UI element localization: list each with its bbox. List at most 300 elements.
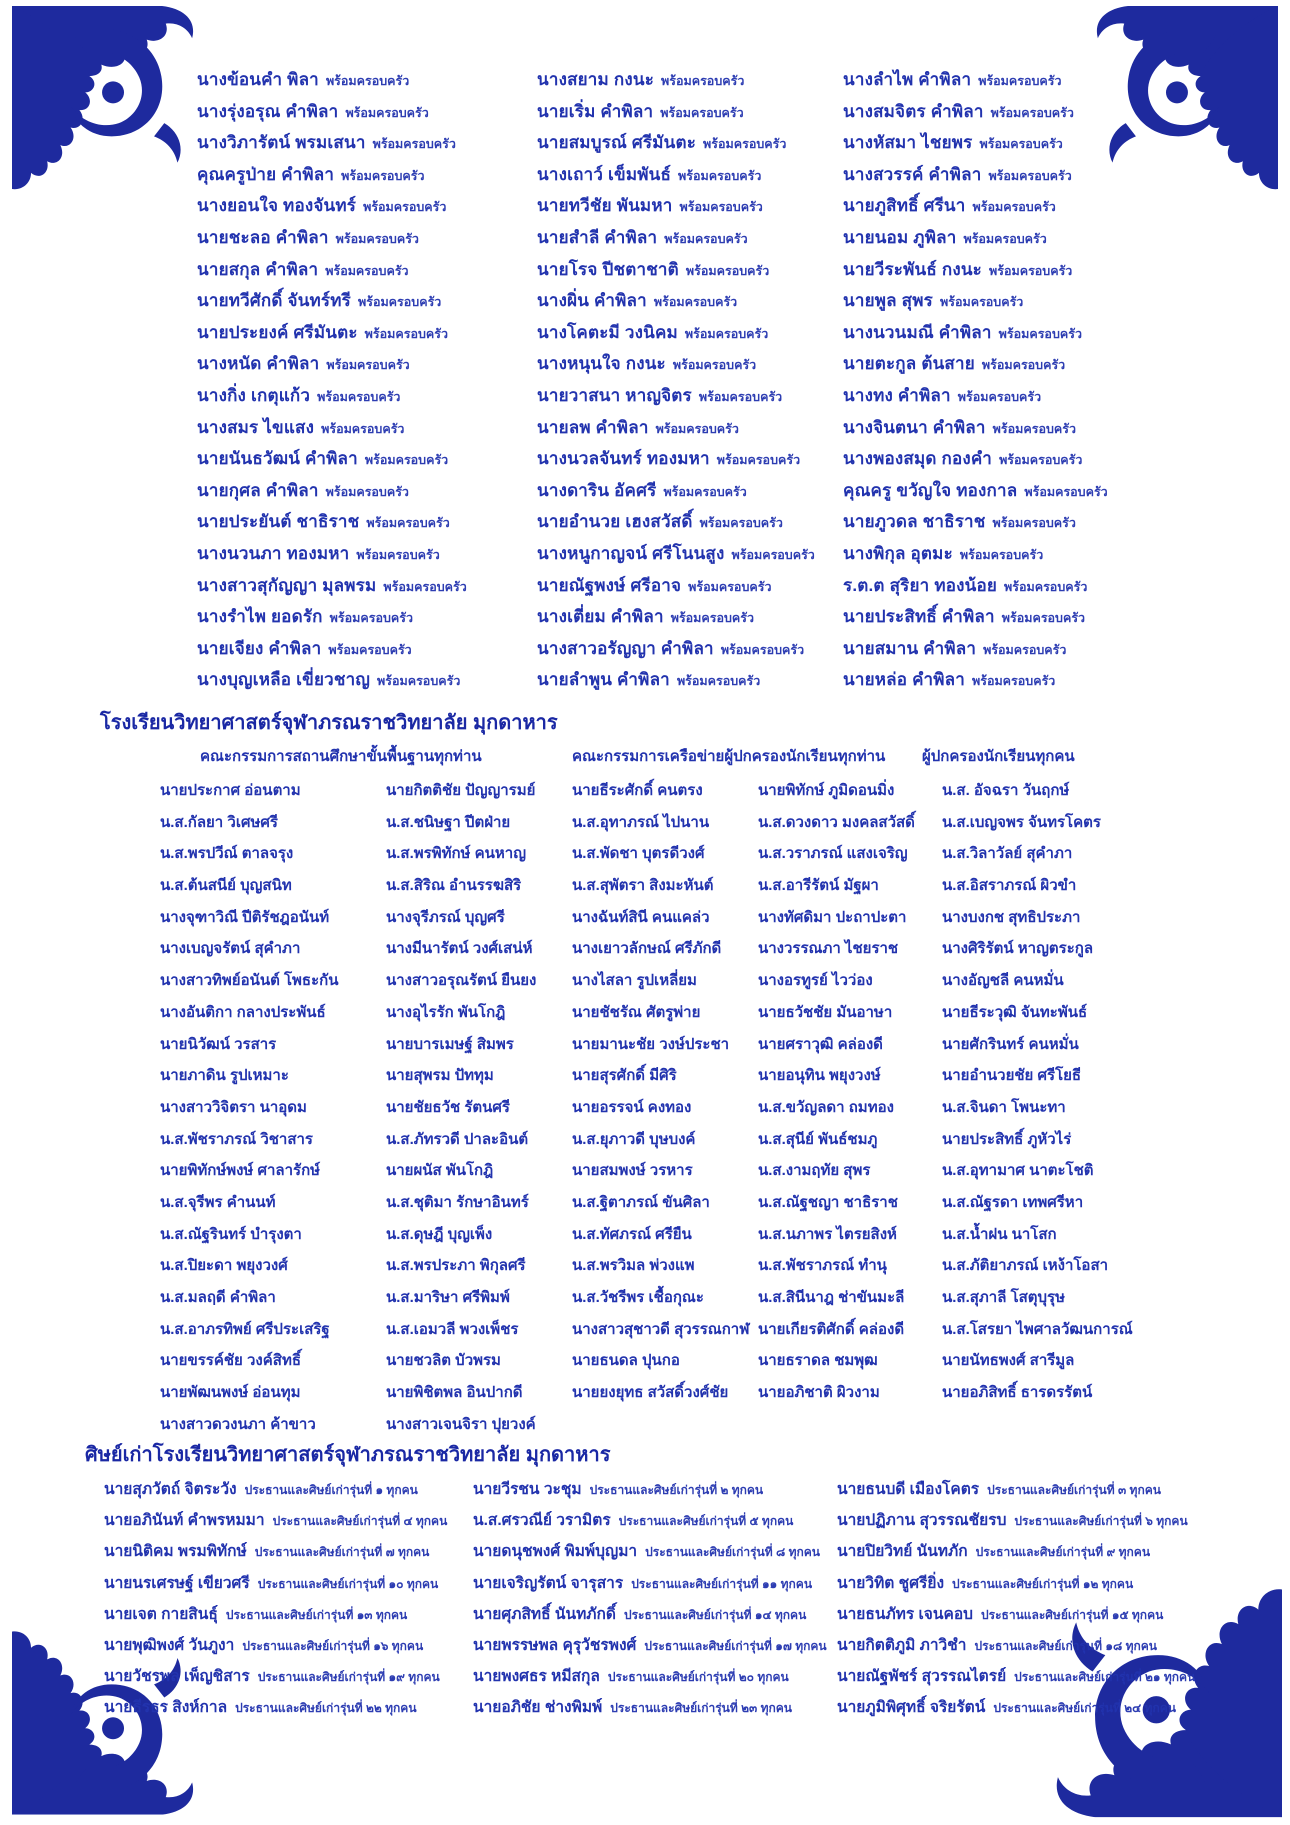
person-name: คุณครูป่าย คำพิลา [197, 164, 335, 184]
person-name: นายสุพรม ปัททุม [386, 1067, 494, 1085]
person-name: นายสกุล คำพิลา [197, 259, 319, 279]
person-name: นายธีระวุฒิ จันทะพันธ์ [942, 1003, 1088, 1021]
family-entry [843, 224, 1108, 256]
person-name: น.ส.กัลยา วิเศษศรี [160, 813, 278, 831]
person-name: นางสาวเจนจิรา ปุยวงค์ [386, 1415, 536, 1433]
person-name: นายวาสนา หาญจิตร [537, 385, 692, 405]
person-name: นายสุรศักดิ์ มีศิริ [572, 1067, 677, 1085]
person-name: นางหัสมา ไชยพร [843, 133, 973, 153]
person-name: น.ส.สินีนาฎ ช่าขันมะลี [758, 1289, 905, 1306]
person-name: นางจุรีภรณ์ บุญศรี [386, 908, 505, 926]
person-name: นายปิยวิทย์ นันทภัก [837, 1543, 968, 1561]
alumni-class-note: ประธานและศิษย์เก่ารุ่นที่ ๑ ทุกคน [244, 1483, 418, 1497]
person-name: นายพงศธร หมีสกุล [473, 1668, 600, 1686]
family-suffix: พร้อมครอบครัว [326, 358, 410, 373]
family-entry [537, 603, 815, 635]
person-name: นางเยาวลักษณ์ ศรีภักดี [572, 940, 722, 958]
family-entry [843, 129, 1108, 161]
person-name: นายณัฐพงษ์ ศรีอาจ [537, 575, 682, 595]
person-name: นางพองสมุด กองคำ [843, 449, 993, 469]
person-name: นางรุ่งอรุณ คำพิลา [197, 101, 339, 121]
family-suffix: พร้อมครอบครัว [661, 74, 745, 88]
person-name: นายสุภวัตถ์ จิตระวัง [104, 1481, 237, 1498]
alumni-entry [473, 1601, 827, 1632]
person-name: นายวีรชน วะชุม [473, 1481, 582, 1498]
alumni-class-note: ประธานและศิษย์เก่ารุ่นที่ ๕ ทุกคน [618, 1514, 794, 1529]
family-suffix: พร้อมครอบครัว [992, 516, 1076, 531]
person-name: นายโรจ ปีชตาชาติ [537, 259, 679, 279]
person-name: น.ส.พรประภา พิกุลศรี [386, 1257, 526, 1275]
family-suffix: พร้อมครอบครัว [678, 168, 762, 183]
person-name: นายศุภสิทธิ์ นันทภักดิ์ [473, 1605, 616, 1623]
person-name: นายอรรจน์ คงทอง [572, 1098, 692, 1116]
school-column-2 [386, 778, 536, 1443]
family-entry [197, 445, 467, 477]
person-name: น.ส.จุรีพร คำนนท์ [160, 1193, 276, 1211]
person-name: นายเจียง คำพิลา [197, 638, 322, 658]
family-suffix: พร้อมครอบครัว [321, 421, 405, 436]
family-suffix: พร้อมครอบครัว [679, 200, 763, 215]
family-entry [843, 287, 1108, 319]
family-suffix: พร้อมครอบครัว [676, 674, 761, 689]
family-entry [537, 477, 815, 509]
family-suffix: พร้อมครอบครัว [372, 137, 456, 152]
person-name: นางสาวดวงนภา ค้าขาว [160, 1415, 316, 1433]
person-name: นายสำลี คำพิลา [537, 227, 658, 247]
person-name: นางฉันท์สินี คนแคล่ว [572, 908, 710, 926]
alumni-column-2 [473, 1476, 827, 1726]
person-name: น.ส.สิริณ อำนรรฆสิริ [386, 877, 522, 895]
person-name: นางสาวสุชาวดี สุวรรณกาฬ [572, 1320, 750, 1338]
person-name: น.ส.ดุษฎี บุญเพ็ง [386, 1225, 493, 1243]
alumni-entry [473, 1694, 827, 1725]
person-name: นายเจริญรัตน์ จารุสาร [473, 1574, 624, 1592]
family-entry [843, 192, 1108, 224]
person-name: นายเจต กายสินธุ์ [104, 1605, 218, 1623]
person-name: นางสาวสุกัญญา มุลพรม [197, 575, 377, 595]
alumni-class-note: ประธานและศิษย์เก่ารุ่นที่ ๑๒ ทุกคน [952, 1576, 1134, 1591]
family-suffix: พร้อมครอบครัว [341, 168, 425, 183]
family-entry [537, 287, 815, 319]
family-entry [197, 98, 467, 130]
alumni-class-note: ประธานและศิษย์เก่ารุ่นที่ ๑๐ ทุกคน [257, 1576, 439, 1591]
school-section-title: โรงเรียนวิทยาศาสตร์จุฬาภรณราชวิทยาลัย มุกดาหาร [100, 712, 558, 734]
person-name: นายกุศล คำพิลา [197, 480, 319, 500]
person-name: นางหนูกาญจน์ ศรีโนนสูง [537, 543, 725, 563]
person-name: น.ส.มลฤดี คำพิลา [160, 1289, 276, 1306]
person-name: นายชัชรัณ ศัตรูพ่าย [572, 1003, 701, 1021]
family-entry [843, 540, 1108, 572]
alumni-entry [473, 1507, 827, 1538]
person-name: น.ส.อารีรัตน์ มัฐผา [758, 877, 879, 895]
family-suffix: พร้อมครอบครัว [383, 579, 467, 594]
person-name: น.ส.นภาพร ไตรยสิงห์ [758, 1225, 897, 1243]
group-header-basic-education-committee: คณะกรรมการสถานศึกษาขั้นพื้นฐานทุกท่าน [200, 748, 482, 765]
family-suffix: พร้อมครอบครัว [963, 231, 1047, 246]
person-name: นางอรทูรย์ ไวว่อง [758, 972, 873, 990]
person-name: นายนัทธพงศ์ สารีมูล [942, 1352, 1075, 1370]
person-name: นางนวนภา ทองมหา [197, 543, 350, 563]
families-column-3 [843, 66, 1108, 698]
person-name: นายอำนวย เฮงสวัสดิ์ [537, 512, 693, 532]
alumni-entry [104, 1538, 447, 1569]
family-suffix: พร้อมครอบครัว [992, 421, 1076, 436]
family-entry [197, 256, 467, 288]
person-name: นางโคตะมี วงนิคม [537, 322, 678, 342]
alumni-entry [837, 1538, 1195, 1569]
family-entry [537, 382, 815, 414]
person-name: นายสมบูรณ์ ศรีมันตะ [537, 133, 697, 153]
alumni-entry [104, 1507, 447, 1538]
person-name: นางจุฑาวิณี ปีติรัชฎอนันท์ [160, 908, 330, 926]
family-entry [197, 319, 467, 351]
school-column-4 [758, 778, 915, 1412]
family-suffix: พร้อมครอบครัว [1004, 579, 1088, 594]
person-name: นางพิกุล อุตมะ [843, 543, 953, 563]
person-name: น.ส.สุพัตรา สิงมะหันต์ [572, 877, 714, 895]
person-name: นายชะลอ คำพิลา [197, 227, 329, 247]
person-name: นางบงกช สุทธิประภา [942, 908, 1081, 926]
alumni-entry [473, 1538, 827, 1569]
person-name: น.ส.พรปวีณ์ ตาลจรุง [160, 845, 294, 863]
person-name: น.ส.จินดา โพนะทา [942, 1098, 1066, 1116]
person-name: นางสาวทิพย์อนันต์ โพธะกัน [160, 972, 339, 990]
person-name: น.ส.สุภาลี โสตุบุรุษ [942, 1289, 1065, 1306]
corner-ornament-top-left [12, 6, 217, 226]
alumni-class-note: ประธานและศิษย์เก่ารุ่นที่ ๒๑ ทุกคน [1014, 1670, 1196, 1685]
person-name: นายประยันต์ ชาธิราช [197, 512, 360, 532]
alumni-entry [837, 1601, 1195, 1632]
person-name: นางทัศดิมา ปะถาปะตา [758, 908, 907, 926]
group-header-parents: ผู้ปกครองนักเรียนทุกคน [922, 748, 1075, 765]
alumni-entry [473, 1476, 827, 1507]
person-name: น.ส. อัจฉรา วันฤกษ์ [942, 782, 1070, 799]
person-name: นายภูสิทธิ์ ศรีนา [843, 196, 966, 216]
person-name: น.ส.อุทาภรณ์ ไปนาน [572, 813, 710, 831]
person-name: นางอุไรรัก พันโกฎิ [386, 1003, 506, 1021]
person-name: นายลำพูน คำพิลา [537, 670, 670, 690]
family-entry [843, 256, 1108, 288]
person-name: น.ส.พัชราภรณ์ ทำนุ [758, 1257, 887, 1275]
family-entry [843, 477, 1108, 509]
family-suffix: พร้อมครอบครัว [990, 105, 1074, 120]
person-name: นายยงยุทธ สวัสดิ์วงศ์ชัย [572, 1384, 729, 1402]
family-suffix: พร้อมครอบครัว [981, 358, 1066, 373]
family-entry [537, 414, 815, 446]
family-entry [537, 129, 815, 161]
alumni-entry [104, 1632, 447, 1663]
person-name: น.ส.พัชราภรณ์ วิชาสาร [160, 1130, 313, 1148]
alumni-entry [473, 1570, 827, 1601]
family-entry [197, 287, 467, 319]
family-suffix: พร้อมครอบครัว [345, 105, 429, 120]
alumni-class-note: ประธานและศิษย์เก่ารุ่นที่ ๒ ทุกคน [589, 1483, 764, 1497]
family-suffix: พร้อมครอบครัว [356, 547, 440, 562]
person-name: นายเกียรติศักดิ์ คล่องดี [758, 1320, 905, 1338]
person-name: นางสวรรค์ คำพิลา [843, 164, 982, 184]
family-entry [843, 414, 1108, 446]
person-name: น.ส.ชุติมา รักษาอินทร์ [386, 1193, 529, 1211]
person-name: นางวิภารัตน์ พรมเสนา [197, 133, 366, 153]
person-name: นายพิทักษ์ ภูมิดอนมิ่ง [758, 782, 895, 799]
thai-flourish-icon [12, 6, 217, 226]
person-name: นายชัยธวัช รัตนศรี [386, 1098, 510, 1116]
person-name: น.ส.วราภรณ์ แสงเจริญ [758, 845, 908, 863]
person-name: นางเถาว์ เข็มพันธ์ [537, 164, 672, 184]
family-suffix: พร้อมครอบครัว [672, 358, 757, 373]
school-column-3 [572, 778, 749, 1412]
person-name: น.ส.โสรยา ไพศาลวัฒนการณ์ [942, 1320, 1133, 1338]
family-suffix: พร้อมครอบครัว [978, 74, 1062, 88]
person-name: นางเบญจรัตน์ สุคำภา [160, 940, 301, 958]
alumni-column-1 [104, 1476, 447, 1726]
family-suffix: พร้อมครอบครัว [325, 74, 410, 88]
alumni-class-note: ประธานและศิษย์เก่ารุ่นที่ ๒๓ ทุกคน [610, 1701, 792, 1716]
alumni-class-note: ประธานและศิษย์เก่ารุ่นที่ ๙ ทุกคน [975, 1545, 1151, 1560]
person-name: น.ส.ต้นสนีย์ บุญสนิท [160, 877, 292, 895]
person-name: นายสมพงษ์ วรหาร [572, 1162, 693, 1180]
person-name: นายธนภัทร เจนคอบ [837, 1605, 973, 1623]
person-name: นางสยาม กงนะ [537, 70, 655, 89]
person-name: น.ส.อาภรทิพย์ ศรีประเสริฐ [160, 1320, 330, 1338]
person-name: น.ส.งามฤทัย สุพร [758, 1162, 871, 1180]
family-entry [197, 572, 467, 604]
person-name: นายตะกูล ต้นสาย [843, 354, 975, 374]
family-suffix: พร้อมครอบครัว [363, 200, 447, 215]
person-name: น.ส.ศรวณีย์ วรามิตร [473, 1512, 611, 1530]
family-entry [537, 98, 815, 130]
person-name: น.ส.วัชรีพร เชื้อกุณะ [572, 1289, 704, 1306]
alumni-entry [837, 1570, 1195, 1601]
alumni-entry [104, 1663, 447, 1694]
family-suffix: พร้อมครอบครัว [988, 168, 1072, 183]
family-entry [197, 224, 467, 256]
family-suffix: พร้อมครอบครัว [698, 389, 783, 404]
person-name: นายหล่อ คำพิลา [843, 670, 965, 690]
family-entry [197, 129, 467, 161]
person-name: นายวีระพันธ์ กงนะ [843, 259, 983, 279]
alumni-class-note: ประธานและศิษย์เก่ารุ่นที่ ๑๑ ทุกคน [631, 1576, 813, 1591]
alumni-class-note: ประธานและศิษย์เก่ารุ่นที่ ๘ ทุกคน [645, 1545, 820, 1560]
family-suffix: พร้อมครอบครัว [328, 642, 412, 657]
person-name: นายประกาศ อ่อนตาม [160, 782, 301, 799]
person-name: นายธนบดี เมืองโคตร [837, 1481, 980, 1498]
person-name: นางข้อนคำ พิลา [197, 70, 319, 89]
person-name: น.ส.ชนิษฐา ปีตฝ่าย [386, 813, 511, 831]
family-suffix: พร้อมครอบครัว [940, 295, 1024, 310]
family-entry [843, 66, 1108, 98]
school-column-1 [160, 778, 338, 1443]
families-column-2 [537, 66, 815, 698]
person-name: นายประสิทธิ์ คำพิลา [843, 607, 995, 627]
family-suffix: พร้อมครอบครัว [979, 137, 1063, 152]
person-name: น.ส.ทัศภรณ์ ศรียืน [572, 1225, 692, 1243]
family-entry [843, 98, 1108, 130]
alumni-class-note: ประธานและศิษย์เก่ารุ่นที่ ๗ ทุกคน [254, 1545, 430, 1560]
person-name: นายนอม ภูพิลา [843, 227, 957, 247]
person-name: นายภาดิน รูปเหมาะ [160, 1067, 289, 1085]
family-suffix: พร้อมครอบครัว [1001, 611, 1086, 626]
person-name: นายนันธวัฒน์ คำพิลา [197, 449, 358, 469]
alumni-entry [104, 1476, 447, 1507]
alumni-class-note: ประธานและศิษย์เก่ารุ่นที่ ๑๕ ทุกคน [981, 1607, 1164, 1622]
family-entry [537, 224, 815, 256]
person-name: น.ส.อิสราภรณ์ ผิวขำ [942, 877, 1077, 895]
person-name: น.ส.อุทามาศ นาตะโชติ [942, 1162, 1094, 1180]
alumni-class-note: ประธานและศิษย์เก่ารุ่นที่ ๑๖ ทุกคน [242, 1638, 424, 1653]
person-name: นางวรรณภา ไชยราช [758, 940, 899, 958]
person-name: น.ส.ณัฐรดา เทพศรีหา [942, 1193, 1084, 1211]
person-name: นายทวีชัย พันมหา [537, 196, 673, 216]
person-name: นายธนดล ปุนกอ [572, 1352, 680, 1370]
person-name: นางอัญชลี คนหมั่น [942, 972, 1064, 990]
family-entry [537, 256, 815, 288]
family-suffix: พร้อมครอบครัว [366, 516, 450, 531]
alumni-class-note: ประธานและศิษย์เก่ารุ่นที่ ๑๙ ทุกคน [257, 1670, 440, 1685]
person-name: นายธีระศักดิ์ คนตรง [572, 782, 703, 799]
person-name: นางบุญเหลือ เขี่ยวชาญ [197, 670, 371, 690]
person-name: น.ส.ขวัญลดา ถมทอง [758, 1098, 894, 1116]
person-name: น.ส.ยุภาวดี บุษบงค์ [572, 1130, 696, 1148]
family-suffix: พร้อมครอบครัว [664, 231, 748, 246]
person-name: นายอภินันท์ คำพรหมมา [104, 1512, 265, 1530]
person-name: นายดนุชพงศ์ พิมพ์บุญมา [473, 1543, 638, 1561]
alumni-entry [837, 1632, 1195, 1663]
alumni-entry [104, 1601, 447, 1632]
family-suffix: พร้อมครอบครัว [688, 579, 772, 594]
person-name: นายชวลิต บัวพรม [386, 1352, 501, 1370]
family-suffix: พร้อมครอบครัว [329, 611, 413, 626]
person-name: นายอำนวยชัย ศรีโยธี [942, 1067, 1082, 1085]
person-name: น.ส.สุนีย์ พันธ์ชมภู [758, 1130, 878, 1148]
family-suffix: พร้อมครอบครัว [377, 674, 461, 689]
person-name: นายอภิชาติ ผิวงาม [758, 1384, 880, 1402]
family-suffix: พร้อมครอบครัว [1024, 484, 1108, 499]
person-name: นางผิ่น คำพิลา [537, 291, 647, 311]
family-entry [537, 350, 815, 382]
family-suffix: พร้อมครอบครัว [364, 326, 448, 341]
family-entry [843, 666, 1108, 698]
family-entry [197, 477, 467, 509]
family-entry [537, 192, 815, 224]
person-name: นายนิวัฒน์ วรสาร [160, 1035, 277, 1053]
family-entry [537, 161, 815, 193]
person-name: น.ส.ปิยะดา พยุงวงศ์ [160, 1257, 288, 1275]
family-suffix: พร้อมครอบครัว [325, 263, 409, 278]
family-entry [197, 635, 467, 667]
person-name: นายอภิชัย ช่างพิมพ์ [473, 1699, 603, 1717]
family-entry [537, 508, 815, 540]
alumni-entry [473, 1663, 827, 1694]
person-name: นายสมาน คำพิลา [843, 638, 977, 658]
family-entry [197, 192, 467, 224]
person-name: น.ส.พรวิมล พ่วงแพ [572, 1257, 695, 1275]
person-name: นายพรรษพล คุรุวัชรพงศ์ [473, 1636, 637, 1654]
family-suffix: พร้อมครอบครัว [731, 547, 815, 562]
person-name: นายนรเศรษฐ์ เขียวศรี [104, 1574, 250, 1592]
family-suffix: พร้อมครอบครัว [655, 421, 739, 436]
person-name: นายธวัชชัย มันอาษา [758, 1003, 893, 1021]
person-name: นายเริ่ม คำพิลา [537, 101, 654, 121]
family-suffix: พร้อมครอบครัว [957, 389, 1042, 404]
person-name: นายศักรินทร์ คนหมั่น [942, 1035, 1079, 1053]
person-name: นายพุฒิพงศ์ วันภูงา [104, 1636, 235, 1654]
alumni-entry [837, 1694, 1195, 1725]
person-name: นายภูวดล ชาธิราช [843, 512, 986, 532]
person-name: น.ส.ณัฐชญา ชาธิราช [758, 1193, 898, 1211]
person-name: นายลพ คำพิลา [537, 417, 649, 437]
family-suffix: พร้อมครอบครัว [663, 484, 747, 499]
person-name: น.ส.วิลาวัลย์ สุคำภา [942, 845, 1073, 863]
person-name: นายบารเมษฐ์ สิมพร [386, 1035, 514, 1053]
person-name: นายปฏิภาน สุวรรณชัยรบ [837, 1512, 1007, 1530]
person-name: นายวัชรพล เพ็ญชิสาร [104, 1668, 250, 1686]
alumni-class-note: ประธานและศิษย์เก่ารุ่นที่ ๑๗ ทุกคน [644, 1638, 827, 1653]
family-entry [197, 508, 467, 540]
person-name: นางยอนใจ ทองจันทร์ [197, 196, 357, 216]
alumni-column-3 [837, 1476, 1195, 1726]
person-name: นางจินตนา คำพิลา [843, 417, 986, 437]
person-name: นายวิทิต ชูศรียิ่ง [837, 1574, 945, 1592]
person-name: นายมานะชัย วงษ์ประชา [572, 1035, 730, 1053]
family-entry [537, 319, 815, 351]
person-name: น.ส.พรพิทักษ์ คนหาญ [386, 845, 526, 863]
alumni-class-note: ประธานและศิษย์เก่ารุ่นที่ ๑๓ ทุกคน [225, 1607, 408, 1622]
person-name: นายกิตติชัย ปัญญารมย์ [386, 782, 536, 799]
person-name: นางรำไพ ยอดรัก [197, 607, 323, 627]
family-suffix: พร้อมครอบครัว [959, 547, 1044, 562]
family-entry [843, 508, 1108, 540]
family-suffix: พร้อมครอบครัว [670, 611, 755, 626]
alumni-entry [104, 1694, 447, 1725]
family-suffix: พร้อมครอบครัว [983, 642, 1067, 657]
person-name: นางสมร ไขแสง [197, 417, 315, 437]
person-name: นายพิทักษ์พงษ์ ศาลารักษ์ [160, 1162, 321, 1180]
person-name: นายกิตติภูมิ ภาวิชำ [837, 1636, 967, 1654]
person-name: น.ส.ณัฐรินทร์ บำรุงตา [160, 1225, 302, 1243]
family-entry [843, 572, 1108, 604]
family-suffix: พร้อมครอบครัว [653, 295, 738, 310]
families-column-1 [197, 66, 467, 698]
family-entry [843, 319, 1108, 351]
person-name: นายธราดล ชมพุฒ [758, 1352, 878, 1370]
person-name: นายประยงค์ ศรีมันตะ [197, 322, 358, 342]
person-name: นางสาวอรัญญา คำพิลา [537, 638, 714, 658]
family-suffix: พร้อมครอบครัว [357, 295, 442, 310]
family-suffix: พร้อมครอบครัว [699, 516, 783, 531]
person-name: นายอนุทิน พยุงวงษ์ [758, 1067, 881, 1085]
person-name: นางมีนารัตน์ วงศ์เสน่ห์ [386, 940, 533, 958]
alumni-class-note: ประธานและศิษย์เก่ารุ่นที่ ๖ ทุกคน [1014, 1514, 1188, 1529]
alumni-class-note: ประธานและศิษย์เก่ารุ่นที่ ๒๐ ทุกคน [607, 1670, 789, 1685]
person-name: นายทวีศักดิ์ จันทร์ทรี [197, 291, 351, 311]
family-entry [843, 161, 1108, 193]
person-name: นางลำไพ คำพิลา [843, 70, 972, 89]
alumni-entry [837, 1476, 1195, 1507]
family-suffix: พร้อมครอบครัว [685, 263, 770, 278]
person-name: นายภูมิพิศุทธิ์ จริยรัตน์ [837, 1699, 986, 1717]
person-name: นายประสิทธิ์ ภูหัวไร่ [942, 1130, 1072, 1148]
family-suffix: พร้อมครอบครัว [335, 231, 419, 246]
person-name: นายพัฒนพงษ์ อ่อนทุม [160, 1384, 301, 1402]
family-entry [843, 445, 1108, 477]
family-suffix: พร้อมครอบครัว [989, 263, 1073, 278]
alumni-section-title: ศิษย์เก่าโรงเรียนวิทยาศาสตร์จุฬาภรณราชวิทยาลัย มุกดาหาร [85, 1444, 611, 1466]
person-name: นางหนุนใจ กงนะ [537, 354, 666, 374]
alumni-entry [104, 1570, 447, 1601]
person-name: คุณครู ขวัญใจ ทองกาล [843, 480, 1018, 500]
person-name: นายนิติคม พรมพิทักษ์ [104, 1543, 247, 1561]
